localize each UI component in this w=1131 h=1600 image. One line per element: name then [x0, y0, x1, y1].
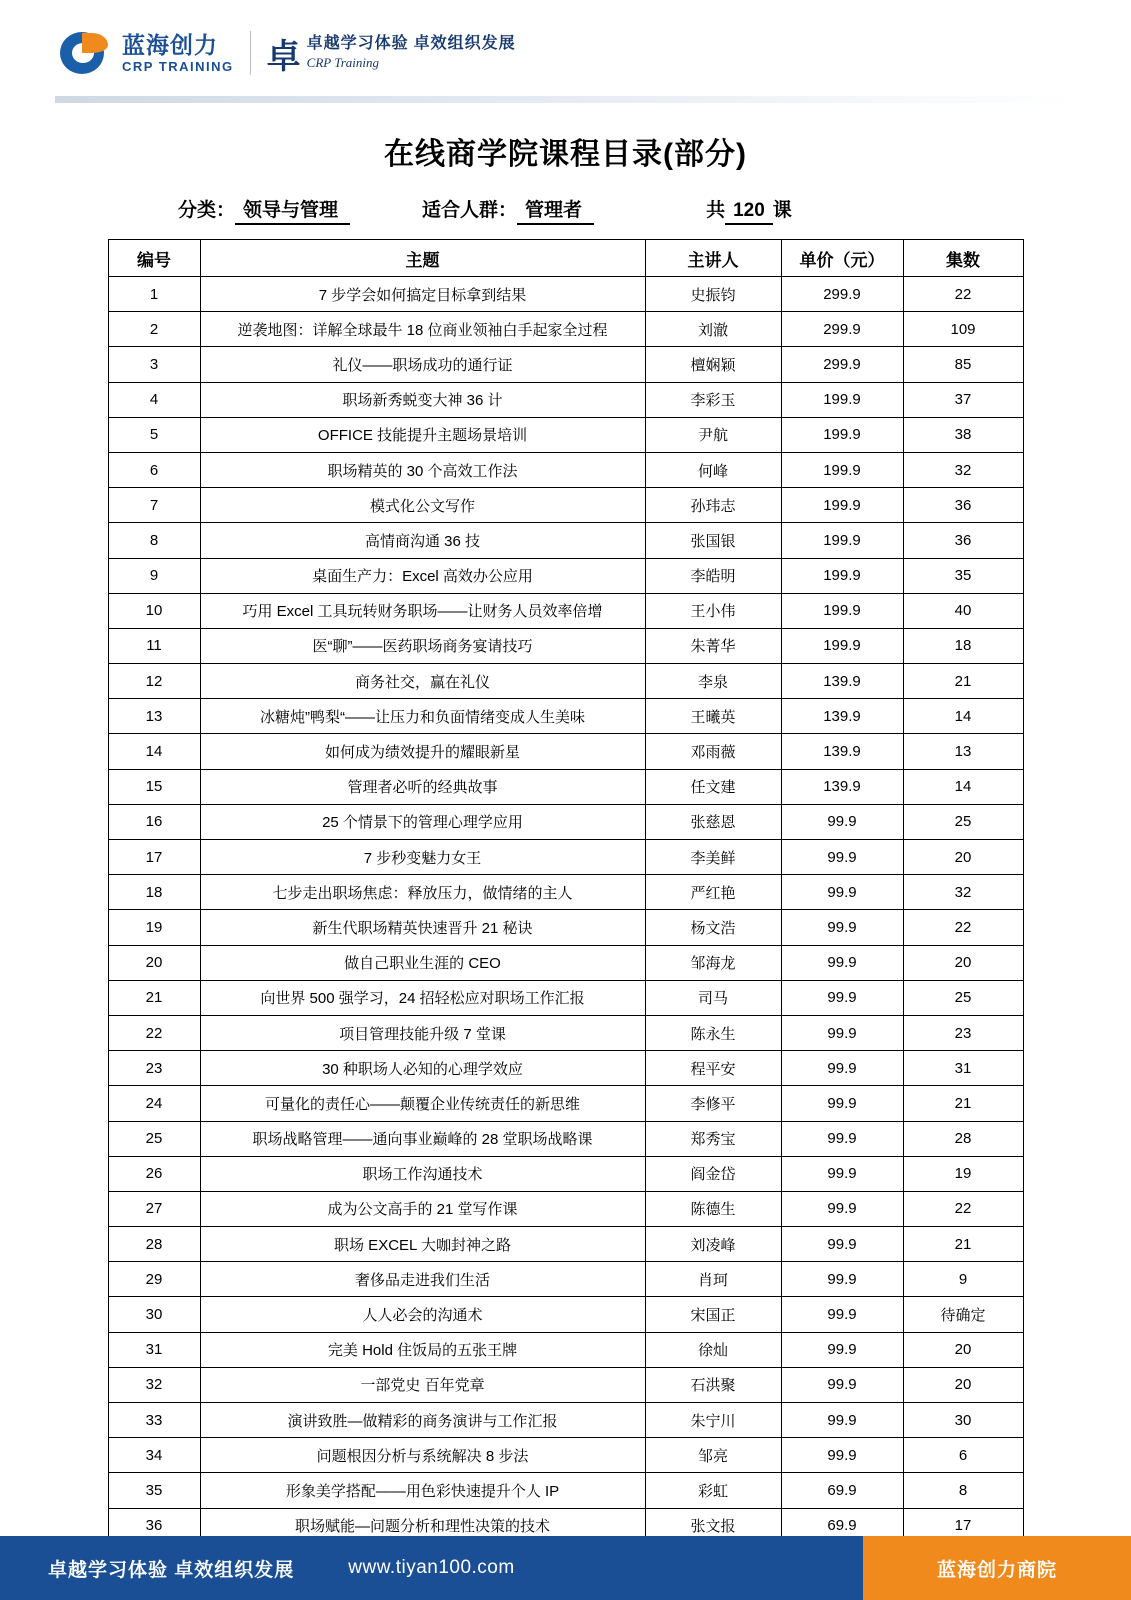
table-row	[108, 1015, 1023, 1050]
table-row	[108, 312, 1023, 347]
cell-price: 99.9	[781, 945, 903, 980]
cell-price: 199.9	[781, 523, 903, 558]
cell-topic: 七步走出职场焦虑：释放压力，做情绪的主人	[200, 875, 645, 910]
cell-topic: 成为公文高手的 21 堂写作课	[200, 1191, 645, 1226]
cell-no: 14	[108, 734, 200, 769]
cell-topic: 职场赋能—问题分析和理性决策的技术	[200, 1508, 645, 1543]
cell-no: 8	[108, 523, 200, 558]
cell-no: 32	[108, 1367, 200, 1402]
cell-price: 99.9	[781, 875, 903, 910]
cell-speaker: 郑秀宝	[645, 1121, 781, 1156]
cell-no: 36	[108, 1508, 200, 1543]
table-row	[108, 1086, 1023, 1121]
cell-speaker: 何峰	[645, 452, 781, 487]
cell-episodes: 19	[903, 1156, 1023, 1191]
cell-no: 11	[108, 628, 200, 663]
cell-episodes: 40	[903, 593, 1023, 628]
logo-left-text	[122, 31, 234, 74]
table-row	[108, 628, 1023, 663]
cell-price: 99.9	[781, 1191, 903, 1226]
cell-no: 28	[108, 1227, 200, 1262]
cell-speaker: 司马	[645, 980, 781, 1015]
cell-price: 69.9	[781, 1473, 903, 1508]
cell-speaker: 王小伟	[645, 593, 781, 628]
cell-price: 199.9	[781, 558, 903, 593]
table-header-row	[108, 240, 1023, 277]
footer-slogan: 卓越学习体验 卓效组织发展	[48, 1559, 295, 1581]
logo-left-en: CRP TRAINING	[122, 58, 234, 74]
cell-episodes: 25	[903, 804, 1023, 839]
cell-speaker: 刘凌峰	[645, 1227, 781, 1262]
cell-speaker: 史振钧	[645, 277, 781, 312]
table-row	[108, 980, 1023, 1015]
table-row	[108, 277, 1023, 312]
table-row	[108, 734, 1023, 769]
cell-price: 99.9	[781, 840, 903, 875]
cell-no: 2	[108, 312, 200, 347]
cell-price: 139.9	[781, 664, 903, 699]
cell-episodes: 25	[903, 980, 1023, 1015]
cell-episodes: 13	[903, 734, 1023, 769]
cell-episodes: 22	[903, 910, 1023, 945]
cell-no: 7	[108, 488, 200, 523]
cell-episodes: 37	[903, 382, 1023, 417]
table-row	[108, 664, 1023, 699]
cell-speaker: 严红艳	[645, 875, 781, 910]
table-row	[108, 523, 1023, 558]
cell-speaker: 邓雨薇	[645, 734, 781, 769]
cell-topic: 桌面生产力：Excel 高效办公应用	[200, 558, 645, 593]
cell-no: 23	[108, 1051, 200, 1086]
cell-speaker: 程平安	[645, 1051, 781, 1086]
cell-speaker: 陈德生	[645, 1191, 781, 1226]
cell-episodes: 18	[903, 628, 1023, 663]
cell-speaker: 李美鲜	[645, 840, 781, 875]
cell-no: 30	[108, 1297, 200, 1332]
cell-speaker: 彩虹	[645, 1473, 781, 1508]
cell-speaker: 朱宁川	[645, 1403, 781, 1438]
cell-episodes: 21	[903, 1086, 1023, 1121]
cell-price: 99.9	[781, 1438, 903, 1473]
table-row	[108, 1403, 1023, 1438]
cell-topic: 职场新秀蜕变大神 36 计	[200, 382, 645, 417]
cell-price: 99.9	[781, 1051, 903, 1086]
table-row	[108, 452, 1023, 487]
table-row	[108, 1156, 1023, 1191]
audience-value: 管理者	[517, 195, 594, 225]
cell-topic: 30 种职场人必知的心理学效应	[200, 1051, 645, 1086]
column-header-speaker: 主讲人	[645, 240, 781, 277]
cell-price: 139.9	[781, 769, 903, 804]
cell-no: 18	[108, 875, 200, 910]
footer-main	[0, 1536, 863, 1600]
cell-speaker: 邹海龙	[645, 945, 781, 980]
cell-price: 99.9	[781, 1086, 903, 1121]
cell-topic: OFFICE 技能提升主题场景培训	[200, 417, 645, 452]
cell-topic: 逆袭地图：详解全球最牛 18 位商业领袖白手起家全过程	[200, 312, 645, 347]
column-header-no: 编号	[108, 240, 200, 277]
cell-topic: 人人必会的沟通术	[200, 1297, 645, 1332]
audience-group	[422, 195, 594, 225]
cell-episodes: 28	[903, 1121, 1023, 1156]
cell-speaker: 阎金岱	[645, 1156, 781, 1191]
cell-topic: 巧用 Excel 工具玩转财务职场——让财务人员效率倍增	[200, 593, 645, 628]
cell-price: 69.9	[781, 1508, 903, 1543]
cell-topic: 可量化的责任心——颠覆企业传统责任的新思维	[200, 1086, 645, 1121]
cell-price: 99.9	[781, 1227, 903, 1262]
page-footer	[0, 1536, 1131, 1600]
table-row	[108, 1051, 1023, 1086]
footer-brand-badge: 蓝海创力商院	[863, 1536, 1131, 1600]
cell-no: 21	[108, 980, 200, 1015]
cell-no: 26	[108, 1156, 200, 1191]
cell-topic: 形象美学搭配——用色彩快速提升个人 IP	[200, 1473, 645, 1508]
cell-topic: 一部党史 百年党章	[200, 1367, 645, 1402]
cell-topic: 高情商沟通 36 技	[200, 523, 645, 558]
cell-price: 199.9	[781, 628, 903, 663]
table-row	[108, 804, 1023, 839]
cell-no: 27	[108, 1191, 200, 1226]
cell-episodes: 20	[903, 1367, 1023, 1402]
column-header-episodes: 集数	[903, 240, 1023, 277]
table-row	[108, 1227, 1023, 1262]
cell-topic: 25 个情景下的管理心理学应用	[200, 804, 645, 839]
cell-episodes: 32	[903, 452, 1023, 487]
zhuo-logo	[267, 29, 516, 78]
cell-episodes: 22	[903, 277, 1023, 312]
cell-price: 99.9	[781, 1262, 903, 1297]
cell-no: 24	[108, 1086, 200, 1121]
logo-right-slogan: 卓越学习体验 卓效组织发展	[306, 35, 516, 53]
cell-topic: 管理者必听的经典故事	[200, 769, 645, 804]
cell-episodes: 22	[903, 1191, 1023, 1226]
cell-episodes: 32	[903, 875, 1023, 910]
cell-topic: 冰糖炖”鸭梨“——让压力和负面情绪变成人生美味	[200, 699, 645, 734]
cell-no: 19	[108, 910, 200, 945]
cell-no: 17	[108, 840, 200, 875]
cell-episodes: 20	[903, 1332, 1023, 1367]
cell-no: 4	[108, 382, 200, 417]
column-header-price: 单价（元）	[781, 240, 903, 277]
cell-price: 99.9	[781, 1297, 903, 1332]
cell-episodes: 20	[903, 945, 1023, 980]
cell-price: 139.9	[781, 699, 903, 734]
cell-price: 299.9	[781, 312, 903, 347]
logo-left-cn: 蓝海创力	[122, 31, 218, 58]
cell-speaker: 孙玮志	[645, 488, 781, 523]
cell-topic: 职场精英的 30 个高效工作法	[200, 452, 645, 487]
cell-episodes: 待确定	[903, 1297, 1023, 1332]
cell-episodes: 31	[903, 1051, 1023, 1086]
cell-episodes: 14	[903, 699, 1023, 734]
table-row	[108, 769, 1023, 804]
cell-topic: 做自己职业生涯的 CEO	[200, 945, 645, 980]
cell-price: 99.9	[781, 1015, 903, 1050]
cell-no: 34	[108, 1438, 200, 1473]
category-group	[178, 195, 350, 225]
crp-training-logo	[60, 30, 234, 76]
cell-topic: 7 步学会如何搞定目标拿到结果	[200, 277, 645, 312]
cell-no: 9	[108, 558, 200, 593]
cell-topic: 职场工作沟通技术	[200, 1156, 645, 1191]
cell-topic: 商务社交，赢在礼仪	[200, 664, 645, 699]
cell-topic: 7 步秒变魅力女王	[200, 840, 645, 875]
cell-no: 6	[108, 452, 200, 487]
cell-episodes: 17	[903, 1508, 1023, 1543]
cell-no: 31	[108, 1332, 200, 1367]
cell-no: 22	[108, 1015, 200, 1050]
cell-topic: 礼仪——职场成功的通行证	[200, 347, 645, 382]
table-row	[108, 347, 1023, 382]
cell-episodes: 9	[903, 1262, 1023, 1297]
cell-no: 5	[108, 417, 200, 452]
cell-topic: 职场战略管理——通向事业巅峰的 28 堂职场战略课	[200, 1121, 645, 1156]
cell-price: 99.9	[781, 910, 903, 945]
category-value: 领导与管理	[235, 195, 350, 225]
cell-topic: 项目管理技能升级 7 堂课	[200, 1015, 645, 1050]
cell-speaker: 王曦英	[645, 699, 781, 734]
page-header	[0, 0, 1131, 92]
cell-no: 35	[108, 1473, 200, 1508]
course-count-prefix: 共	[706, 200, 726, 221]
cell-topic: 奢侈品走进我们生活	[200, 1262, 645, 1297]
page-title: 在线商学院课程目录(部分)	[384, 138, 747, 171]
logo-right-text	[307, 35, 516, 70]
cell-episodes: 85	[903, 347, 1023, 382]
cell-price: 299.9	[781, 277, 903, 312]
cell-speaker: 任文建	[645, 769, 781, 804]
cell-no: 25	[108, 1121, 200, 1156]
cell-price: 299.9	[781, 347, 903, 382]
cell-speaker: 石洪聚	[645, 1367, 781, 1402]
cell-topic: 完美 Hold 住饭局的五张王牌	[200, 1332, 645, 1367]
logo-zhuo-char: 卓	[266, 38, 301, 76]
table-row	[108, 1438, 1023, 1473]
table-row	[108, 1367, 1023, 1402]
header-divider-bar	[55, 96, 1076, 103]
table-row	[108, 699, 1023, 734]
cell-speaker: 张国银	[645, 523, 781, 558]
cell-speaker: 尹航	[645, 417, 781, 452]
logo-right-en: CRP Training	[306, 54, 380, 70]
cell-no: 29	[108, 1262, 200, 1297]
cell-price: 99.9	[781, 1121, 903, 1156]
meta-row	[0, 195, 1131, 225]
table-row	[108, 910, 1023, 945]
cell-price: 139.9	[781, 734, 903, 769]
cell-speaker: 邹亮	[645, 1438, 781, 1473]
cell-speaker: 刘澈	[645, 312, 781, 347]
cell-price: 99.9	[781, 1367, 903, 1402]
cell-episodes: 8	[903, 1473, 1023, 1508]
cell-no: 16	[108, 804, 200, 839]
cell-no: 1	[108, 277, 200, 312]
cell-episodes: 35	[903, 558, 1023, 593]
cell-episodes: 30	[903, 1403, 1023, 1438]
logo-divider	[250, 31, 251, 75]
table-body	[108, 277, 1023, 1544]
cell-episodes: 21	[903, 664, 1023, 699]
cell-episodes: 14	[903, 769, 1023, 804]
cell-topic: 向世界 500 强学习，24 招轻松应对职场工作汇报	[200, 980, 645, 1015]
cell-price: 199.9	[781, 593, 903, 628]
table-row	[108, 945, 1023, 980]
table-row	[108, 558, 1023, 593]
cell-episodes: 6	[903, 1438, 1023, 1473]
course-count-value: 120	[725, 200, 773, 225]
table-row	[108, 875, 1023, 910]
table-row	[108, 1262, 1023, 1297]
cell-speaker: 张慈恩	[645, 804, 781, 839]
cell-speaker: 陈永生	[645, 1015, 781, 1050]
table-row	[108, 488, 1023, 523]
table-row	[108, 1473, 1023, 1508]
table-row	[108, 382, 1023, 417]
cell-no: 33	[108, 1403, 200, 1438]
cell-topic: 模式化公文写作	[200, 488, 645, 523]
cell-no: 20	[108, 945, 200, 980]
cell-price: 99.9	[781, 1403, 903, 1438]
cell-speaker: 檀娴颖	[645, 347, 781, 382]
cell-no: 10	[108, 593, 200, 628]
cell-episodes: 23	[903, 1015, 1023, 1050]
cell-price: 199.9	[781, 417, 903, 452]
cell-price: 99.9	[781, 1156, 903, 1191]
category-label: 分类：	[178, 200, 236, 221]
course-count-group	[706, 195, 792, 225]
column-header-topic: 主题	[200, 240, 645, 277]
cell-episodes: 38	[903, 417, 1023, 452]
cell-no: 15	[108, 769, 200, 804]
table-row	[108, 417, 1023, 452]
cell-no: 3	[108, 347, 200, 382]
cell-speaker: 杨文浩	[645, 910, 781, 945]
cell-topic: 新生代职场精英快速晋升 21 秘诀	[200, 910, 645, 945]
cell-topic: 职场 EXCEL 大咖封神之路	[200, 1227, 645, 1262]
cell-episodes: 36	[903, 488, 1023, 523]
cell-topic: 问题根因分析与系统解决 8 步法	[200, 1438, 645, 1473]
cell-episodes: 36	[903, 523, 1023, 558]
table-row	[108, 840, 1023, 875]
cell-speaker: 李皓明	[645, 558, 781, 593]
table-row	[108, 1121, 1023, 1156]
cell-speaker: 宋国正	[645, 1297, 781, 1332]
cell-speaker: 肖珂	[645, 1262, 781, 1297]
cell-price: 199.9	[781, 452, 903, 487]
cell-price: 199.9	[781, 382, 903, 417]
table-row	[108, 1191, 1023, 1226]
cell-speaker: 朱菁华	[645, 628, 781, 663]
cell-topic: 医“聊”——医药职场商务宴请技巧	[200, 628, 645, 663]
cell-speaker: 徐灿	[645, 1332, 781, 1367]
cell-price: 99.9	[781, 980, 903, 1015]
cell-topic: 演讲致胜—做精彩的商务演讲与工作汇报	[200, 1403, 645, 1438]
cell-price: 99.9	[781, 804, 903, 839]
table-row	[108, 593, 1023, 628]
cell-speaker: 李彩玉	[645, 382, 781, 417]
cell-speaker: 李泉	[645, 664, 781, 699]
cell-speaker: 李修平	[645, 1086, 781, 1121]
cell-no: 12	[108, 664, 200, 699]
cell-episodes: 109	[903, 312, 1023, 347]
table-row	[108, 1297, 1023, 1332]
table-row	[108, 1332, 1023, 1367]
cell-topic: 如何成为绩效提升的耀眼新星	[200, 734, 645, 769]
circle-swoosh-icon	[60, 30, 114, 76]
cell-price: 199.9	[781, 488, 903, 523]
footer-website[interactable]: www.tiyan100.com	[348, 1557, 515, 1578]
cell-speaker: 张文报	[645, 1508, 781, 1543]
cell-episodes: 20	[903, 840, 1023, 875]
cell-episodes: 21	[903, 1227, 1023, 1262]
audience-label: 适合人群：	[422, 200, 518, 221]
course-catalog-table	[108, 239, 1024, 1544]
cell-no: 13	[108, 699, 200, 734]
course-count-suffix: 课	[772, 200, 792, 221]
cell-price: 99.9	[781, 1332, 903, 1367]
